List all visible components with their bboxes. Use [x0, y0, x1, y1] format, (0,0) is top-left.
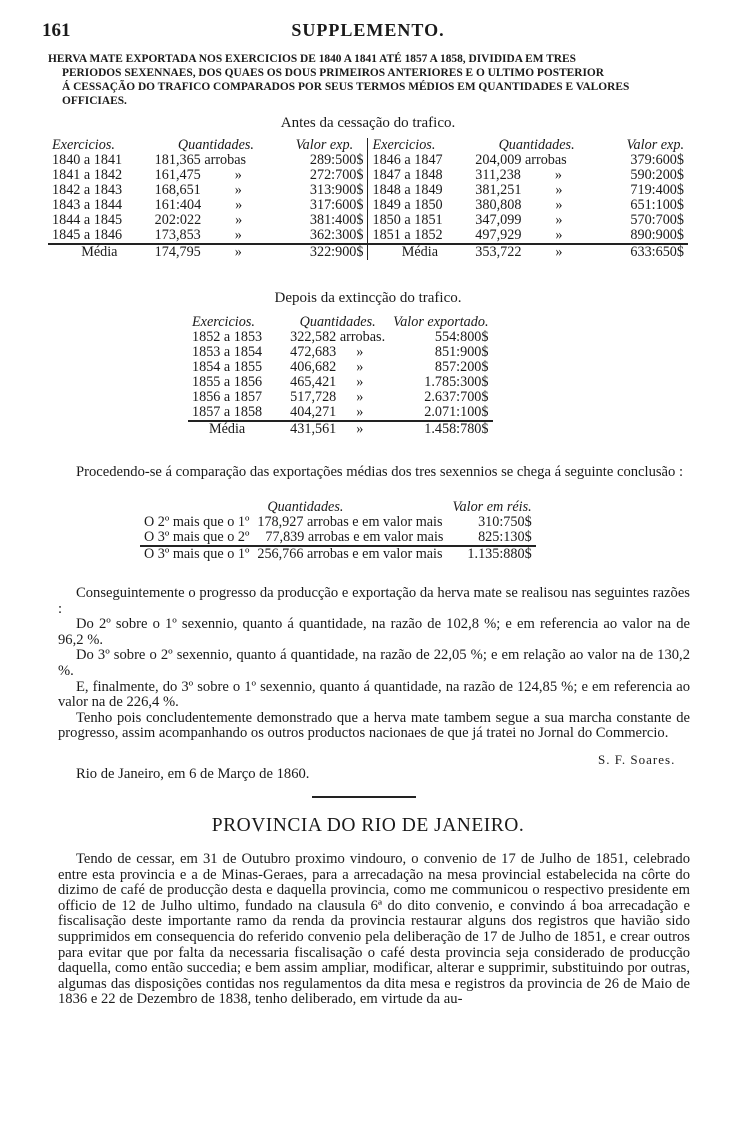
cell: 1840 a 1841 — [52, 152, 123, 168]
cell: 178,927 arrobas e em valor mais — [257, 514, 443, 530]
col-header: Valor exportado. — [393, 314, 489, 330]
cell — [266, 390, 389, 405]
ditto-mark: » — [555, 227, 563, 243]
cell: 381:400$ — [281, 213, 368, 228]
cell — [151, 244, 282, 260]
cell: O 3º mais que o 2º — [144, 529, 250, 545]
media-label: Média — [368, 244, 471, 260]
cell: 570:700$ — [630, 212, 684, 228]
cell: 256,766 arrobas e em valor mais — [253, 546, 447, 562]
ditto-mark: » — [235, 197, 243, 213]
table-header — [140, 500, 536, 515]
empty-header — [140, 500, 253, 515]
cell — [151, 228, 282, 244]
cell: 1853 a 1854 — [192, 344, 263, 360]
comparison-table — [140, 500, 536, 562]
cell-value: 406,682 — [290, 359, 337, 375]
dateline: Rio de Janeiro, em 6 de Março de 1860. — [76, 766, 310, 782]
cell: 1850 a 1851 — [372, 212, 443, 228]
cell-value: 465,421 — [290, 374, 337, 390]
cell-value: 311,238 — [475, 167, 521, 183]
cell: 1843 a 1844 — [52, 197, 123, 213]
cell-value: 347,099 — [475, 212, 522, 228]
cell: 379:600$ — [630, 152, 684, 168]
cell: 204,009 arrobas — [475, 152, 567, 168]
cell: 289:500$ — [281, 153, 368, 168]
cell: 77,839 arrobas e em valor mais — [265, 529, 444, 545]
conclusion-text — [58, 586, 690, 742]
media-value: 322:900$ — [281, 244, 368, 260]
cell — [471, 168, 602, 183]
cell: 2.071:100$ — [424, 404, 489, 420]
cell: O 2º mais que o 1º — [144, 514, 250, 530]
cell: 1847 a 1848 — [372, 167, 443, 183]
table-row — [188, 330, 493, 345]
ditto-mark: » — [356, 359, 364, 375]
cell: 2.637:700$ — [424, 389, 489, 405]
col-header: Quantidades. — [299, 314, 376, 330]
paragraph: Do 2º sobre o 1º sexennio, quanto á quantidade, na razão de 102,8 %; e em referencia ao valor na de 96,2 %. — [58, 616, 690, 648]
media-label: Média — [48, 244, 151, 260]
cell: 590:200$ — [630, 167, 684, 183]
paragraph: Do 3º sobre o 2º sexennio, quanto á quantidade, na razão de 22,05 %; e em relação ao valor na de 130,2 %. — [58, 647, 690, 679]
cell: 313:900$ — [281, 183, 368, 198]
cell — [151, 168, 282, 183]
media-value: 431,561 — [290, 421, 337, 437]
cell: 362:300$ — [281, 228, 368, 244]
cell-value: 404,271 — [290, 404, 337, 420]
table-row — [140, 530, 536, 546]
cell — [151, 198, 282, 213]
cell-value: 161,475 — [154, 167, 201, 183]
heading-line: OFFICIAES. — [62, 95, 127, 107]
paragraph: Tenho pois concludentemente demonstrado que a herva mate tambem segue a sua marcha constante de progresso, assim acompanhando os outros productos nacionaes de que já tratei no Jornal do Commercio. — [58, 709, 690, 742]
table-row — [140, 515, 536, 530]
ditto-mark: » — [555, 244, 563, 260]
ditto-mark: » — [235, 212, 243, 228]
ditto-mark: » — [234, 182, 242, 198]
cell-value: 202:022 — [154, 212, 202, 228]
table-row — [48, 183, 688, 198]
cell: 719:400$ — [630, 182, 684, 198]
cell: 1.135:880$ — [447, 546, 535, 562]
ditto-mark: » — [554, 167, 562, 183]
cell-value: 517,728 — [290, 389, 337, 405]
cell — [471, 228, 602, 244]
table-row — [48, 153, 688, 168]
cell — [471, 198, 602, 213]
after-title: Depois da extincção do trafico. — [274, 290, 462, 306]
signature: S. F. Soares. — [598, 752, 676, 767]
cell — [151, 213, 282, 228]
media-row — [48, 244, 688, 260]
cell — [266, 405, 389, 421]
cell: 1842 a 1843 — [52, 182, 123, 198]
cell: 1849 a 1850 — [372, 197, 443, 213]
paragraph: Procedendo-se á comparação das exportações médias dos tres sexennios se chega á seguinte conclusão : — [76, 464, 684, 480]
ditto-mark: » — [555, 212, 563, 228]
table-row — [48, 198, 688, 213]
col-header: Valor exp. — [281, 138, 368, 153]
comparison-intro — [58, 465, 690, 481]
cell — [266, 360, 389, 375]
ditto-mark: » — [234, 167, 242, 183]
media-label: Média — [188, 421, 266, 437]
cell-value: 380,808 — [475, 197, 522, 213]
table-row — [48, 228, 688, 244]
ditto-mark: » — [356, 344, 364, 360]
col-header: Quantidades. — [498, 137, 575, 153]
cell: 1.785:300$ — [424, 374, 489, 390]
table-row — [188, 360, 493, 375]
cell-value: 161:404 — [154, 197, 202, 213]
table-row — [188, 390, 493, 405]
col-header: Exercicios. — [372, 137, 436, 153]
cell: 1846 a 1847 — [372, 152, 443, 168]
col-header: Quantidades. — [267, 499, 344, 515]
section-title: PROVINCIA DO RIO DE JANEIRO. — [211, 815, 525, 836]
cell: 1844 a 1845 — [52, 212, 123, 228]
media-row — [188, 421, 493, 437]
ditto-mark: » — [356, 374, 364, 390]
before-title: Antes da cessação do trafico. — [280, 115, 456, 131]
table-row — [48, 168, 688, 183]
media-value: 174,795 — [154, 244, 201, 260]
cell: 1848 a 1849 — [372, 182, 443, 198]
cell — [471, 213, 602, 228]
heading-line: PERIODOS SEXENNAES, DOS QUAES OS DOUS PRIMEIROS ANTERIORES E O ULTIMO POSTERIOR — [62, 67, 605, 79]
ditto-mark: » — [555, 182, 563, 198]
ditto-mark: » — [356, 421, 364, 437]
ditto-mark: » — [356, 404, 364, 420]
ditto-mark: » — [555, 197, 563, 213]
cell: 322,582 arrobas. — [290, 329, 386, 345]
cell: 554:800$ — [434, 329, 489, 345]
col-header: Valor em réis. — [452, 499, 532, 515]
table-row — [188, 345, 493, 360]
table-row — [48, 213, 688, 228]
col-header: Quantidades. — [177, 137, 254, 153]
article-heading — [48, 52, 688, 108]
cell — [471, 183, 602, 198]
cell: 1856 a 1857 — [192, 389, 263, 405]
cell — [266, 345, 389, 360]
cell — [266, 421, 389, 437]
cell — [266, 375, 389, 390]
cell-value: 381,251 — [475, 182, 522, 198]
cell: 1857 a 1858 — [192, 404, 263, 420]
cell-value: 168,651 — [154, 182, 201, 198]
cell: 310:750$ — [478, 514, 532, 530]
cell: 1852 a 1853 — [192, 329, 263, 345]
cell: 857:200$ — [434, 359, 489, 375]
media-value: 633:650$ — [602, 244, 688, 260]
table-row — [188, 375, 493, 390]
before-table — [48, 138, 688, 260]
cell: 1854 a 1855 — [192, 359, 263, 375]
table-header — [188, 315, 493, 330]
col-header: Valor exp. — [626, 137, 684, 153]
section-divider — [312, 796, 416, 798]
paragraph: E, finalmente, do 3º sobre o 1º sexennio, quanto á quantidade, na razão de 124,85 %; e em referencia ao valor na de 226,4 %. — [58, 678, 690, 711]
paragraph: Tendo de cessar, em 31 de Outubro proximo vindouro, o convenio de 17 de Julho de 1851, celebrado entre esta provincia e a de Minas-Geraes, para a arrecadação na mesa provincial estabelecida na côrte do dizimo de café de producção desta e daquella provincia, como me communicou o respectivo presidente em officio de 12 de Julho ultimo, fundado na clausula 6ª do dito convenio, e convindo á boa arrecadação e fiscalisação deste importante ramo da renda da provincia restaurar alguns dos registros que havião sido supprimidos em consequencia do referido convenio pela deliberação de 17 de Julho de 1851, e crear outros para evitar que por falta da necessaria fiscalisação o café desta provincia seja considerado de producção daquella, como então succedia; e bem assim ampliar, modificar, alterar e supprimir, substituindo por outras, algumas das disposições contidas nos regulamentos da dita mesa e registros da provincia de 26 de Maio de 1836 e 22 de Dezembro de 1838, tenho deliberado, em virtude da au- — [58, 851, 690, 1008]
cell — [151, 183, 282, 198]
cell: 1841 a 1842 — [52, 167, 123, 183]
heading-line: Á CESSAÇÃO DO TRAFICO COMPARADOS POR SEUS TERMOS MÉDIOS EM QUANTIDADES E VALORES — [62, 81, 630, 93]
cell: 651:100$ — [630, 197, 684, 213]
cell: 890:900$ — [630, 227, 684, 243]
table-row — [188, 405, 493, 421]
ditto-mark: » — [356, 389, 364, 405]
cell: 272:700$ — [281, 168, 368, 183]
after-table — [188, 315, 493, 437]
cell: 1851 a 1852 — [372, 227, 443, 243]
table-header — [48, 138, 688, 153]
section-body — [58, 852, 690, 1008]
paragraph: Conseguintemente o progresso da producção e exportação da herva mate se realisou nas seguintes razões : — [58, 585, 690, 617]
page-number: 161 — [42, 20, 71, 41]
cell: 1845 a 1846 — [52, 227, 123, 243]
cell-value: 497,929 — [475, 227, 522, 243]
table-row — [140, 546, 536, 562]
col-header: Exercicios. — [52, 137, 115, 153]
running-head: SUPPLEMENTO. — [291, 20, 445, 40]
ditto-mark: » — [234, 227, 242, 243]
cell — [471, 244, 602, 260]
cell: 1855 a 1856 — [192, 374, 263, 390]
col-header: Exercicios. — [192, 314, 255, 330]
cell: 825:130$ — [478, 529, 532, 545]
cell: 317:600$ — [281, 198, 368, 213]
cell: O 3º mais que o 1º — [140, 546, 253, 562]
cell-value: 472,683 — [290, 344, 337, 360]
cell: 851:900$ — [434, 344, 489, 360]
media-value: 353,722 — [475, 244, 522, 260]
cell: 181,365 arrobas — [154, 152, 247, 168]
ditto-mark: » — [234, 244, 242, 260]
heading-line: HERVA MATE EXPORTADA NOS EXERCICIOS DE 1840 A 1841 ATÉ 1857 A 1858, DIVIDIDA EM TRES — [48, 53, 576, 65]
media-value: 1.458:780$ — [389, 421, 492, 437]
cell-value: 173,853 — [154, 227, 201, 243]
